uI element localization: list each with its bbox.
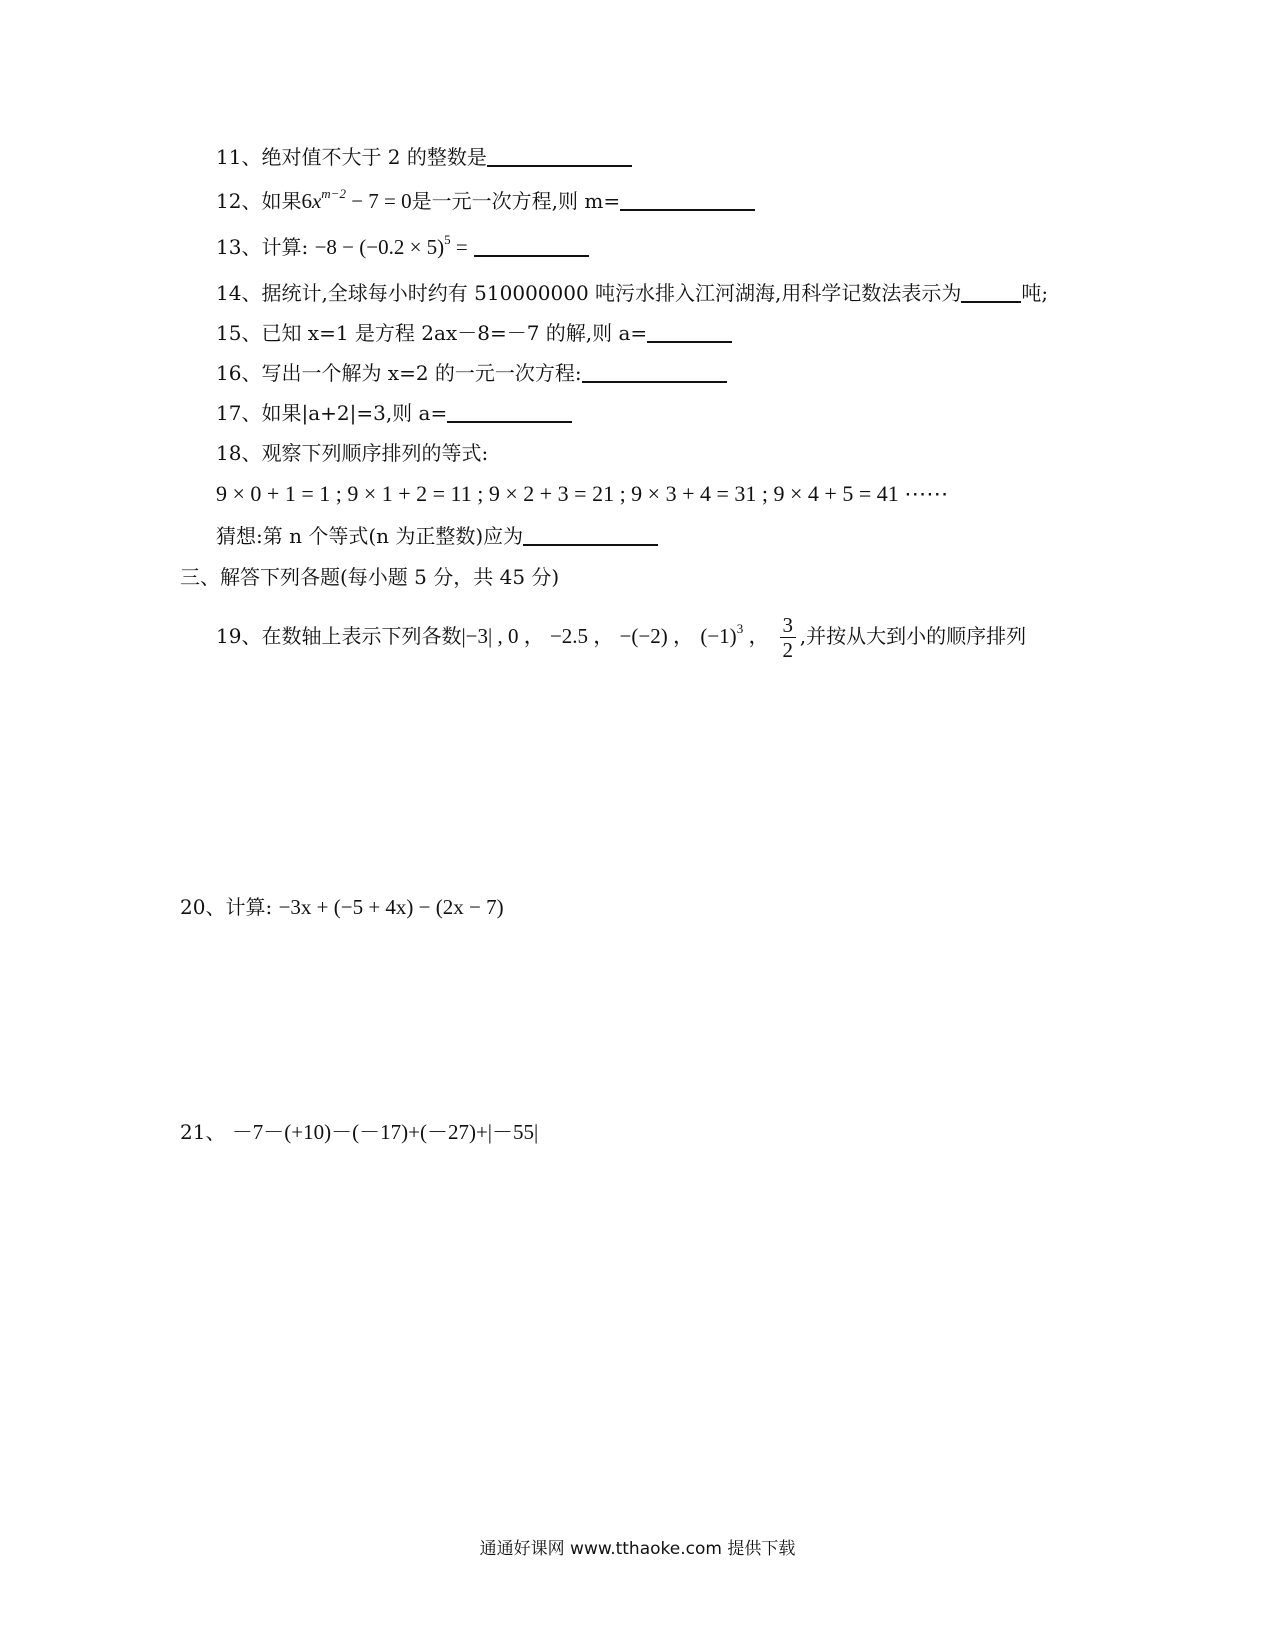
question-text: 写出一个解为 x=2 的一元一次方程: [261,361,582,385]
equation-rest: − 7 = 0 [345,189,412,213]
question-text: 据统计,全球每小时约有 510000000 吨污水排入江河湖海,用科学记数法表示为 [261,281,962,305]
question-12 [216,187,755,215]
exponent: 3 [736,621,744,636]
denominator: 2 [782,638,794,662]
question-11 [216,143,632,171]
question-number: 16、 [216,361,262,385]
question-19 [216,612,1026,662]
expression: －7－(+10)－(－17)+(－27)+|－55| [231,1120,539,1144]
question-text: 计算: [225,895,273,919]
footer-source: 通通好课网 www.tthaoke.com 提供下载 [479,1539,796,1559]
answer-blank [474,235,589,257]
power-term [700,621,744,648]
question-number: 18、 [216,441,262,465]
question-text: ,并按从大到小的顺序排列 [799,624,1027,648]
equation [301,186,412,213]
question-text: 计算: [261,235,309,259]
separator: ， [743,624,770,648]
question-17 [216,399,572,427]
answer-blank [447,401,572,423]
question-number: 13、 [216,235,262,259]
question-18 [216,439,488,467]
expression [314,232,468,259]
question-text: 已知 x=1 是方程 2ax－8=－7 的解,则 a= [261,321,648,345]
answer-blank [961,281,1021,303]
answer-blank [582,361,727,383]
answer-blank [647,321,732,343]
question-15 [216,319,732,347]
question-20 [180,893,504,921]
question-21 [180,1118,538,1146]
fraction [780,613,796,662]
question-text: 如果|a+2|=3,则 a= [261,401,448,425]
question-number: 11、 [216,145,262,169]
question-text: 在数轴上表示下列各数 [261,624,462,648]
equation-sequence: 9 × 0 + 1 = 1 ; 9 × 1 + 2 = 11 ; 9 × 2 + 3 = 21 ; 9 × 3 + 4 = 31 ; 9 × 4 + 5 = 41 ⋯⋯ [216,481,949,506]
number-list: |−3| , 0 ， −2.5 ， −(−2) ， [461,624,694,648]
question-18-guess [216,522,658,550]
question-text: 猜想:第 n 个等式(n 为正整数)应为 [216,524,524,548]
variable: x [311,189,322,213]
power-base: (−1) [700,624,737,648]
question-number: 20、 [180,895,226,919]
answer-blank [523,524,658,546]
equals-sign: = [450,235,468,259]
exponent: 5 [444,232,451,247]
answer-blank [620,189,755,211]
answer-blank [487,145,632,167]
question-number: 17、 [216,401,262,425]
question-number: 14、 [216,281,262,305]
question-tail: 吨; [1021,281,1049,305]
expression-body: −8 − (−0.2 × 5) [314,235,445,259]
question-16 [216,359,727,387]
question-number: 19、 [216,624,262,648]
question-14 [216,279,1048,307]
question-text: 绝对值不大于 2 的整数是 [261,145,487,169]
exponent: m−2 [321,186,346,201]
question-number: 21、 [180,1120,226,1144]
section-heading: 三、解答下列各题(每小题 5 分，共 45 分) [180,565,560,589]
question-text: 观察下列顺序排列的等式: [261,441,489,465]
question-text: 是一元一次方程,则 m= [411,189,621,213]
coefficient: 6 [301,189,312,213]
numerator: 3 [782,613,794,637]
question-number: 15、 [216,321,262,345]
question-13 [216,233,589,261]
expression: −3x + (−5 + 4x) − (2x − 7) [278,895,504,919]
question-text: 如果 [261,189,302,213]
question-number: 12、 [216,189,262,213]
